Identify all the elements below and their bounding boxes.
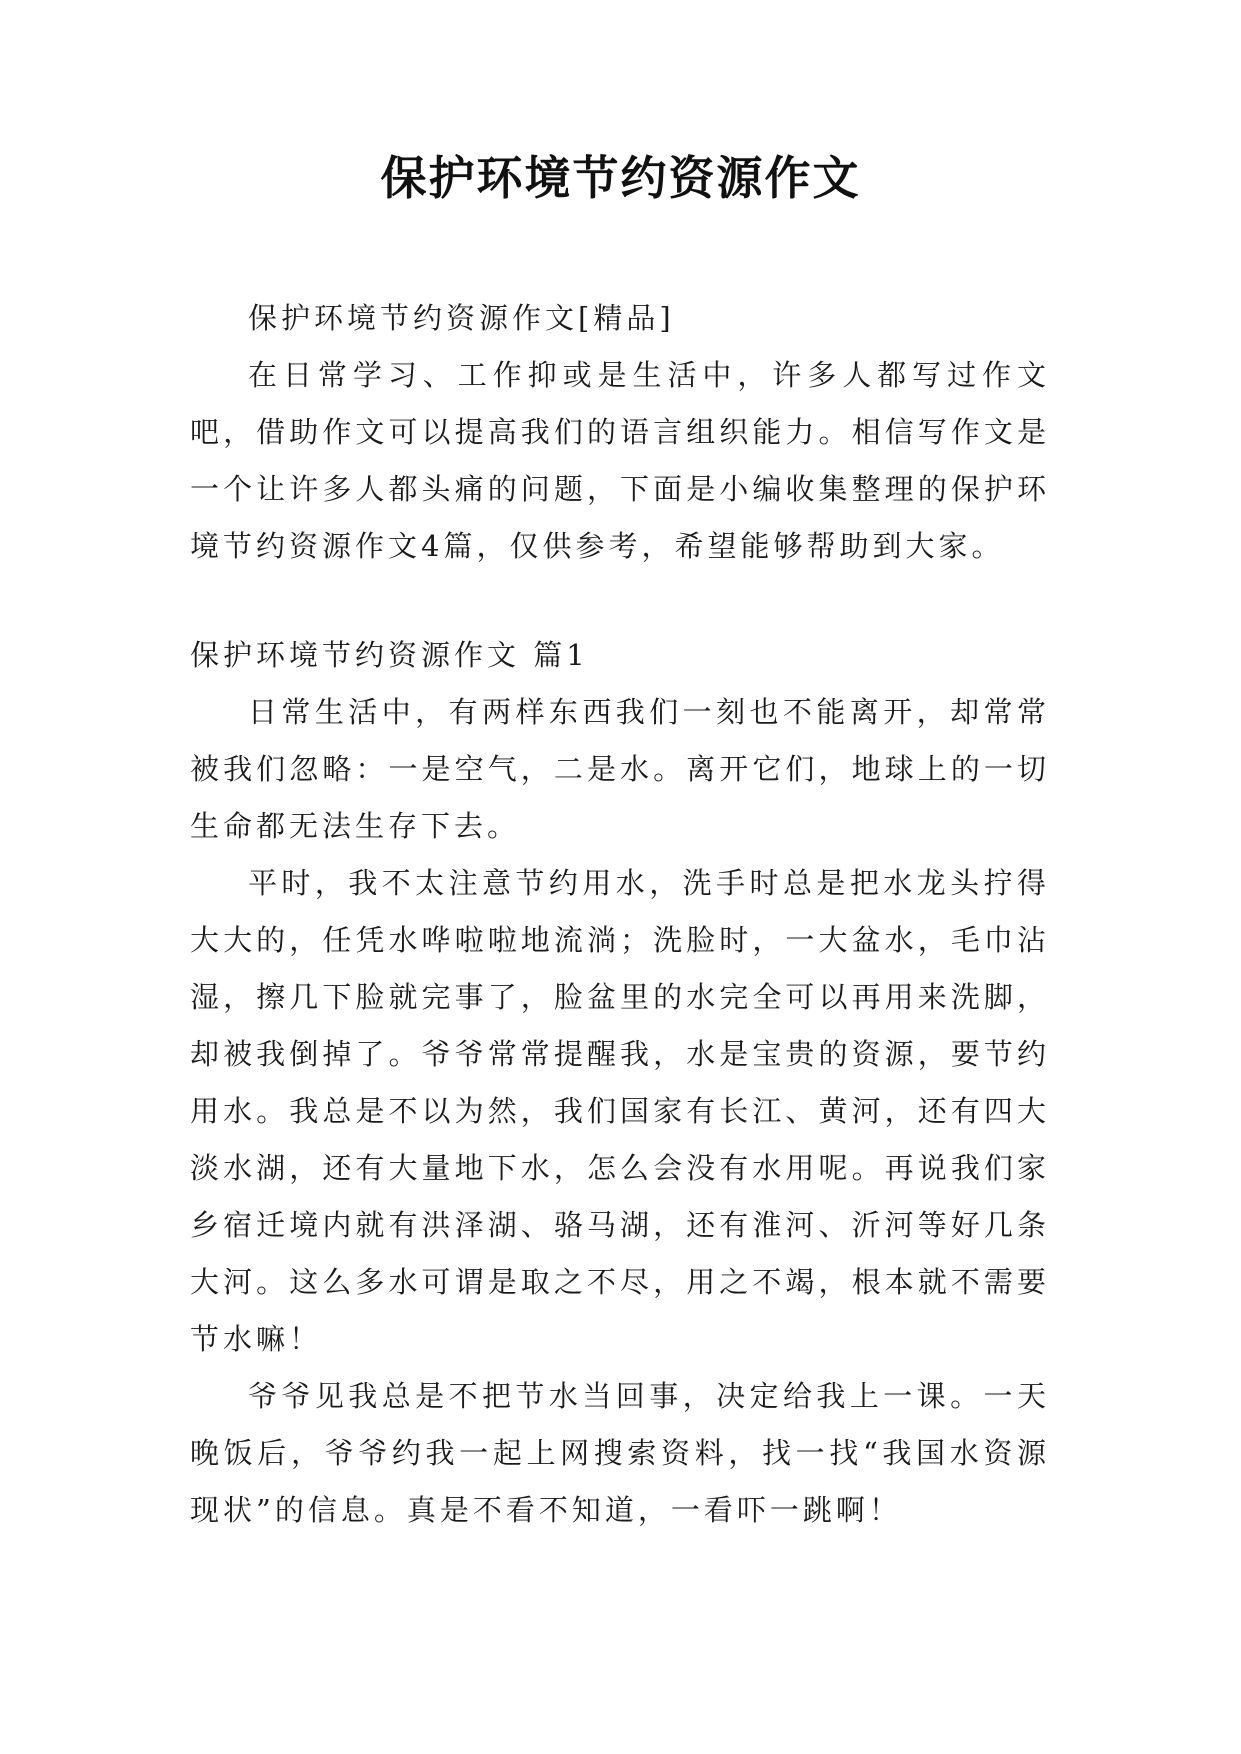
document-title: 保护环境节约资源作文 <box>380 151 861 205</box>
document-subtitle: 保护环境节约资源作文[精品] <box>248 301 675 335</box>
body-paragraph: 平时，我不太注意节约用水，洗手时总是把水龙头拧得大大的，任凭水哗啦啦地流淌；洗脸时，一大盆水，毛巾沾湿，擦几下脸就完事了，脸盆里的水完全可以再用来洗脚，却被我倒掉了。爷爷常常提醒我，水是宝贵的资源，要节约用水。我总是不以为然，我们国家有长江、黄河，还有四大淡水湖，还有大量地下水，怎么会没有水用呢。再说我们家乡宿迁境内就有洪泽湖、骆马湖，还有淮河、沂河等好几条大河。这么多水可谓是取之不尽，用之不竭，根本就不需要节水嘛！ <box>190 866 1050 1356</box>
intro-paragraph: 在日常学习、工作抑或是生活中，许多人都写过作文吧，借助作文可以提高我们的语言组织能力。相信写作文是一个让许多人都头痛的问题，下面是小编收集整理的保护环境节约资源作文4篇，仅供参考，希望能够帮助到大家。 <box>190 358 1050 563</box>
document-body <box>190 290 1050 1539</box>
body-paragraph: 日常生活中，有两样东西我们一刻也不能离开，却常常被我们忽略：一是空气，二是水。离开它们，地球上的一切生命都无法生存下去。 <box>190 695 1050 843</box>
section-heading: 保护环境节约资源作文 篇1 <box>190 638 589 672</box>
body-paragraph: 爷爷见我总是不把节水当回事，决定给我上一课。一天晚饭后，爷爷约我一起上网搜索资料，找一找“我国水资源现状”的信息。真是不看不知道，一看吓一跳啊！ <box>190 1379 1050 1527</box>
